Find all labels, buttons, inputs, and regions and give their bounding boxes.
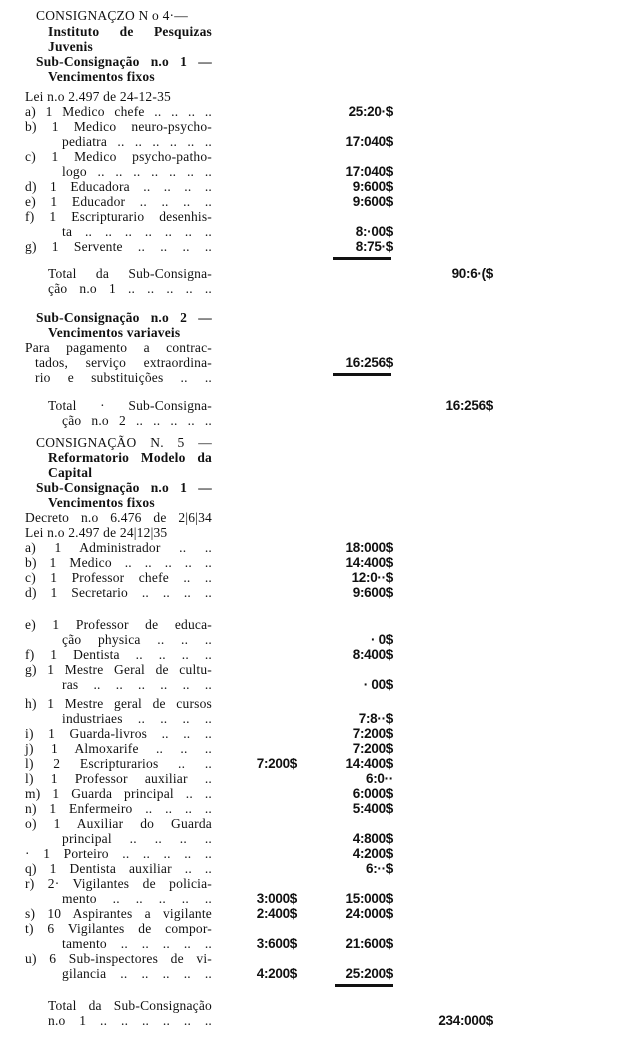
line-text: ção n.o 1 .. .. .. .. .. bbox=[48, 281, 212, 296]
line-text: f) 1 Escripturario desenhis- bbox=[25, 209, 212, 224]
line-text: Lei n.o 2.497 de 24|12|35 bbox=[25, 525, 168, 540]
amount-c2: 7:8··$ bbox=[358, 711, 393, 726]
line-text: o) 1 Auxiliar do Guarda bbox=[25, 816, 212, 831]
amount-c2: 24:000$ bbox=[345, 906, 393, 921]
line-text: logo .. .. .. .. .. .. .. bbox=[62, 164, 212, 179]
line-text: t) 6 Vigilantes de compor- bbox=[25, 921, 212, 936]
line-text: ta .. .. .. .. .. .. .. bbox=[62, 224, 212, 239]
amount-c2: 7:200$ bbox=[352, 741, 393, 756]
amount-c2: 8:400$ bbox=[352, 647, 393, 662]
amount-c2: 5:400$ bbox=[352, 801, 393, 816]
line-text: Vencimentos fixos bbox=[48, 495, 155, 510]
line-text: Total · Sub-Consigna- bbox=[48, 398, 212, 413]
amount-c2: 7:200$ bbox=[352, 726, 393, 741]
amount-c2: 15:000$ bbox=[345, 891, 393, 906]
amount-c1: 3:000$ bbox=[256, 891, 297, 906]
line-text: l) 2 Escripturarios .. .. bbox=[25, 756, 212, 771]
line-text: Sub-Consignação n.o 1 — bbox=[36, 54, 212, 69]
sum-rule bbox=[335, 984, 393, 987]
amount-c1: 3:600$ bbox=[256, 936, 297, 951]
line-text: g) 1 Servente .. .. .. .. bbox=[25, 239, 212, 254]
amount-c2: 9:600$ bbox=[352, 179, 393, 194]
amount-c2: · 00$ bbox=[363, 677, 393, 692]
amount-c2: 21:600$ bbox=[345, 936, 393, 951]
line-text: j) 1 Almoxarife .. .. .. bbox=[25, 741, 212, 756]
amount-c3: 90:6·($ bbox=[451, 266, 493, 281]
sum-rule bbox=[333, 257, 391, 260]
line-text: Vencimentos variaveis bbox=[48, 325, 181, 340]
amount-c2: 12:0··$ bbox=[351, 570, 393, 585]
line-text: Lei n.o 2.497 de 24-12-35 bbox=[25, 89, 171, 104]
amount-c2: 6:··$ bbox=[365, 861, 393, 876]
line-text: n.o 1 .. .. .. .. .. .. bbox=[48, 1013, 212, 1028]
line-text: gilancia .. .. .. .. .. bbox=[62, 966, 212, 981]
amount-c2: 17:040$ bbox=[345, 164, 393, 179]
line-text: u) 6 Sub-inspectores de vi- bbox=[25, 951, 212, 966]
line-text: ção n.o 2 .. .. .. .. .. bbox=[62, 413, 212, 428]
line-text: Reformatorio Modelo da bbox=[48, 450, 212, 465]
line-text: Total da Sub-Consigna- bbox=[48, 266, 212, 281]
line-text: tados, serviço extraordina- bbox=[35, 355, 212, 370]
amount-c3: 16:256$ bbox=[445, 398, 493, 413]
amount-c2: 25:200$ bbox=[345, 966, 393, 981]
amount-c2: 14:400$ bbox=[345, 555, 393, 570]
line-text: d) 1 Educadora .. .. .. .. bbox=[25, 179, 212, 194]
amount-c2: 9:600$ bbox=[352, 585, 393, 600]
line-text: Juvenis bbox=[48, 39, 93, 54]
amount-c1: 7:200$ bbox=[256, 756, 297, 771]
amount-c3: 234:000$ bbox=[438, 1013, 493, 1028]
line-text: ção physica .. .. .. bbox=[62, 632, 212, 647]
line-text: d) 1 Secretario .. .. .. .. bbox=[25, 585, 212, 600]
amount-c2: 18:000$ bbox=[345, 540, 393, 555]
line-text: Decreto n.o 6.476 de 2|6|34 bbox=[25, 510, 212, 525]
line-text: g) 1 Mestre Geral de cultu- bbox=[25, 662, 212, 677]
line-text: r) 2· Vigilantes de policia- bbox=[25, 876, 212, 891]
amount-c2: 17:040$ bbox=[345, 134, 393, 149]
line-text: CONSIGNAÇÃO N. 5 — bbox=[36, 435, 212, 450]
line-text: · 1 Porteiro .. .. .. .. .. bbox=[25, 846, 212, 861]
line-text: Capital bbox=[48, 465, 93, 480]
line-text: b) 1 Medico neuro-psycho- bbox=[25, 119, 212, 134]
line-text: Vencimentos fixos bbox=[48, 69, 155, 84]
line-text: Para pagamento a contrac- bbox=[25, 340, 212, 355]
amount-c2: 6:000$ bbox=[352, 786, 393, 801]
line-text: ras .. .. .. .. .. .. bbox=[62, 677, 212, 692]
line-text: c) 1 Medico psycho-patho- bbox=[25, 149, 212, 164]
amount-c2: 25:20·$ bbox=[348, 104, 393, 119]
amount-c2: 14:400$ bbox=[345, 756, 393, 771]
amount-c2: 4:200$ bbox=[352, 846, 393, 861]
amount-c2: 8:·00$ bbox=[355, 224, 393, 239]
line-text: a) 1 Administrador .. .. bbox=[25, 540, 212, 555]
amount-c2: 4:800$ bbox=[352, 831, 393, 846]
line-text: a) 1 Medico chefe .. .. .. .. bbox=[25, 104, 212, 119]
amount-c2: 8:75·$ bbox=[355, 239, 393, 254]
line-text: Total da Sub-Consignação bbox=[48, 998, 212, 1013]
line-text: tamento .. .. .. .. .. bbox=[62, 936, 212, 951]
amount-c1: 2:400$ bbox=[256, 906, 297, 921]
line-text: i) 1 Guarda-livros .. .. .. bbox=[25, 726, 212, 741]
sum-rule bbox=[333, 373, 391, 376]
line-text: principal .. .. .. .. bbox=[62, 831, 212, 846]
line-text: f) 1 Dentista .. .. .. .. bbox=[25, 647, 212, 662]
line-text: Sub-Consignação n.o 1 — bbox=[36, 480, 212, 495]
line-text: m) 1 Guarda principal .. .. bbox=[25, 786, 212, 801]
line-text: q) 1 Dentista auxiliar .. .. bbox=[25, 861, 212, 876]
line-text: Instituto de Pesquizas bbox=[48, 24, 212, 39]
line-text: Sub-Consignação n.o 2 — bbox=[36, 310, 212, 325]
amount-c2: 6:0·· bbox=[365, 771, 393, 786]
line-text: s) 10 Aspirantes a vigilante bbox=[25, 906, 212, 921]
line-text: b) 1 Medico .. .. .. .. .. bbox=[25, 555, 212, 570]
line-text: h) 1 Mestre geral de cursos bbox=[25, 696, 212, 711]
line-text: rio e substituições .. .. bbox=[35, 370, 212, 385]
amount-c2: 9:600$ bbox=[352, 194, 393, 209]
line-text: e) 1 Professor de educa- bbox=[25, 617, 212, 632]
line-text: c) 1 Professor chefe .. .. bbox=[25, 570, 212, 585]
line-text: l) 1 Professor auxiliar .. bbox=[25, 771, 212, 786]
line-text: industriaes .. .. .. .. bbox=[62, 711, 212, 726]
amount-c1: 4:200$ bbox=[256, 966, 297, 981]
line-text: e) 1 Educador .. .. .. .. bbox=[25, 194, 212, 209]
line-text: CONSIGNAÇZO N o 4·— bbox=[36, 8, 188, 23]
line-text: n) 1 Enfermeiro .. .. .. .. bbox=[25, 801, 212, 816]
amount-c2: 16:256$ bbox=[345, 355, 393, 370]
amount-c2: · 0$ bbox=[370, 632, 393, 647]
line-text: mento .. .. .. .. .. bbox=[62, 891, 212, 906]
line-text: pediatra .. .. .. .. .. .. bbox=[62, 134, 212, 149]
